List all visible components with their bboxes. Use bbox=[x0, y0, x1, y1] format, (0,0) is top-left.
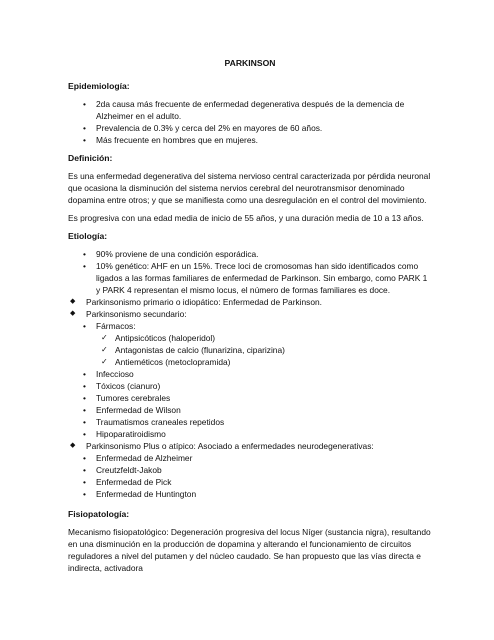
bullet-icon: • bbox=[83, 261, 86, 271]
definicion-paragraph: Es una enfermedad degenerativa del sistema nervioso central caracterizada por pérdida neuronal que ocasiona la disminución del sistema nervios cerebral del neurotransmisor denominado dopamina entre otros; y que se manifiesta como una desregulación en el control del movimiento. bbox=[68, 171, 431, 205]
bullet-icon: • bbox=[83, 465, 86, 475]
list-item: • Más frecuente en hombres que en mujeres. bbox=[83, 135, 259, 145]
bullet-icon: • bbox=[83, 453, 86, 463]
bullet-icon: • bbox=[83, 489, 86, 499]
list-item: • Tumores cerebrales bbox=[83, 393, 171, 403]
bullet-icon: • bbox=[83, 477, 86, 487]
document-title: PARKINSON bbox=[224, 58, 276, 68]
list-item: • Enfermedad de Pick bbox=[83, 477, 172, 487]
list-item: • Traumatismos craneales repetidos bbox=[83, 417, 225, 427]
list-item: ✓ Antipsicóticos (haloperidol) bbox=[101, 333, 216, 343]
diamond-bullet-icon: ◆ bbox=[70, 442, 76, 449]
list-item: • Infeccioso bbox=[83, 369, 134, 379]
bullet-icon: • bbox=[83, 393, 86, 403]
heading-etiologia: Etiología: bbox=[68, 231, 108, 241]
list-item: ✓ Antagonistas de calcio (flunarizina, ciparizina) bbox=[101, 345, 285, 355]
etiologia-list bbox=[68, 248, 432, 500]
list-item: • Prevalencia de 0.3% y cerca del 2% en mayores de 60 años. bbox=[83, 123, 323, 133]
list-item: • Enfermedad de Huntington bbox=[83, 489, 197, 499]
heading-epidemiologia: Epidemiología: bbox=[68, 81, 130, 91]
list-item: ◆ Parkinsonismo secundario: bbox=[70, 309, 187, 319]
list-item: • 10% genético: AHF en un 15%. Trece loci de cromosomas han sido identificados como ligados a las formas familiares de enfermedad de Parkinson. Sin embargo, como PARK 1 y PARK 4 representan el mismo locus, el número de formas familiares es doce. bbox=[83, 261, 428, 295]
list-item: ✓ Antieméticos (metoclopramida) bbox=[101, 357, 231, 367]
fisiopatologia-paragraph: Mecanismo fisiopatológico: Degeneración progresiva del locus Níger (sustancia nigra), resultando en una disminución en la producción de dopamina y alterando el funcionamiento de circuitos reguladores a nivel del putamen y del núcleo caudado. Se han propuesto que las vías directa e indirecta, activadora bbox=[68, 527, 431, 573]
epidemiologia-list bbox=[68, 98, 432, 146]
bullet-icon: • bbox=[83, 381, 86, 391]
list-item: • Enfermedad de Wilson bbox=[83, 405, 181, 415]
list-item: • Hipoparatiroidismo bbox=[83, 429, 166, 439]
checkmark-icon: ✓ bbox=[101, 345, 108, 354]
heading-fisiopatologia: Fisiopatología: bbox=[68, 509, 130, 519]
checkmark-icon: ✓ bbox=[101, 357, 108, 366]
bullet-icon: • bbox=[83, 99, 86, 109]
list-item: • Enfermedad de Alzheimer bbox=[83, 453, 193, 463]
bullet-icon: • bbox=[83, 321, 86, 331]
list-item: • 2da causa más frecuente de enfermedad degenerativa después de la demencia de Alzheimer en el adulto. bbox=[83, 99, 405, 121]
list-item: • Fármacos: bbox=[83, 321, 136, 331]
bullet-icon: • bbox=[83, 429, 86, 439]
list-item: • 90% proviene de una condición esporádica. bbox=[83, 249, 259, 259]
bullet-icon: • bbox=[83, 417, 86, 427]
heading-definicion: Definición: bbox=[68, 153, 113, 163]
list-item: ◆ Parkinsonismo primario o idiopático: Enfermedad de Parkinson. bbox=[70, 297, 323, 307]
checkmark-icon: ✓ bbox=[101, 333, 108, 342]
list-item: • Tóxicos (cianuro) bbox=[83, 381, 161, 391]
bullet-icon: • bbox=[83, 405, 86, 415]
bullet-icon: • bbox=[83, 249, 86, 259]
bullet-icon: • bbox=[83, 369, 86, 379]
list-item: • Creutzfeldt-Jakob bbox=[83, 465, 162, 475]
document-body bbox=[68, 57, 432, 580]
diamond-bullet-icon: ◆ bbox=[70, 298, 76, 305]
diamond-bullet-icon: ◆ bbox=[70, 310, 76, 317]
definicion-paragraph: Es progresiva con una edad media de inicio de 55 años, y una duración media de 10 a 13 años. bbox=[68, 213, 424, 223]
bullet-icon: • bbox=[83, 135, 86, 145]
list-item: ◆ Parkinsonismo Plus o atípico: Asociado a enfermedades neurodegenerativas: bbox=[70, 441, 374, 451]
bullet-icon: • bbox=[83, 123, 86, 133]
